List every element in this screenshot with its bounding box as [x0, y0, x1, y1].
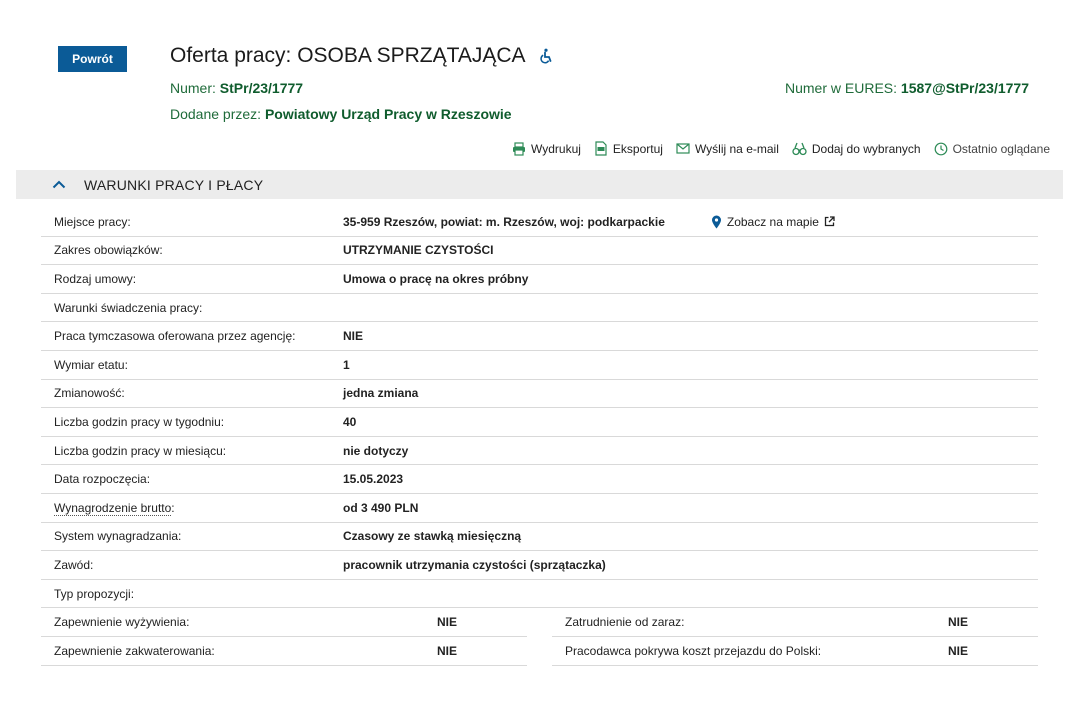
table-row: System wynagradzania: Czasowy ze stawką miesięczną — [41, 523, 1038, 552]
table-row: Miejsce pracy: 35-959 Rzeszów, powiat: m. Rzeszów, woj: podkarpackie Zobacz na mapie — [41, 208, 1038, 237]
accessibility-icon — [538, 48, 554, 64]
back-button[interactable]: Powrót — [58, 46, 127, 72]
pdf-file-icon — [594, 141, 608, 156]
table-row: Rodzaj umowy: Umowa o pracę na okres próbny — [41, 265, 1038, 294]
table-row: Wynagrodzenie brutto: od 3 490 PLN — [41, 494, 1038, 523]
export-button[interactable]: Eksportuj — [594, 141, 663, 156]
external-link-icon — [824, 216, 835, 227]
table-row: Praca tymczasowa oferowana przez agencję: NIE — [41, 322, 1038, 351]
eures-number: Numer w EURES: 1587@StPr/23/1777 — [785, 80, 1029, 96]
details-table — [41, 208, 1038, 666]
chevron-up-icon — [52, 180, 66, 189]
email-button[interactable]: Wyślij na e-mail — [676, 141, 779, 156]
binoculars-icon — [792, 142, 807, 156]
action-toolbar — [512, 141, 1050, 156]
table-row: Zmianowość: jedna zmiana — [41, 380, 1038, 409]
show-on-map-link[interactable]: Zobacz na mapie — [711, 215, 835, 229]
map-pin-icon — [711, 215, 722, 229]
added-by: Dodane przez: Powiatowy Urząd Pracy w Rzeszowie — [170, 106, 512, 122]
table-row: Data rozpoczęcia: 15.05.2023 — [41, 465, 1038, 494]
table-row: Liczba godzin pracy w tygodniu: 40 — [41, 408, 1038, 437]
clock-icon — [934, 142, 948, 156]
table-cell-right: Pracodawca pokrywa koszt przejazdu do Polski: NIE — [552, 637, 1038, 666]
recently-viewed-button[interactable]: Ostatnio oglądane — [934, 141, 1050, 156]
table-row: Warunki świadczenia pracy: — [41, 294, 1038, 323]
table-cell-right: Zatrudnienie od zaraz: NIE — [552, 608, 1038, 637]
table-row: Wymiar etatu: 1 — [41, 351, 1038, 380]
printer-icon — [512, 142, 526, 156]
print-button[interactable]: Wydrukuj — [512, 141, 581, 156]
table-row: Zakres obowiązków: UTRZYMANIE CZYSTOŚCI — [41, 237, 1038, 266]
table-row: Typ propozycji: — [41, 580, 1038, 609]
page-title — [170, 44, 554, 68]
page-title-text: Oferta pracy: OSOBA SPRZĄTAJĄCA — [170, 44, 526, 67]
table-row: Zawód: pracownik utrzymania czystości (sprzątaczka) — [41, 551, 1038, 580]
salary-tooltip-term[interactable]: Wynagrodzenie brutto — [54, 500, 172, 515]
table-cell-left: Zapewnienie zakwaterowania: NIE — [41, 637, 527, 666]
table-row-pair — [41, 608, 1038, 637]
envelope-icon — [676, 143, 690, 154]
section-title: WARUNKI PRACY I PŁACY — [84, 176, 264, 193]
section-header-warunki[interactable] — [16, 170, 1063, 199]
offer-number: Numer: StPr/23/1777 — [170, 80, 304, 96]
add-to-favorites-button[interactable]: Dodaj do wybranych — [792, 141, 921, 156]
table-row-pair — [41, 637, 1038, 666]
table-cell-left: Zapewnienie wyżywienia: NIE — [41, 608, 527, 637]
table-row: Liczba godzin pracy w miesiącu: nie dotyczy — [41, 437, 1038, 466]
